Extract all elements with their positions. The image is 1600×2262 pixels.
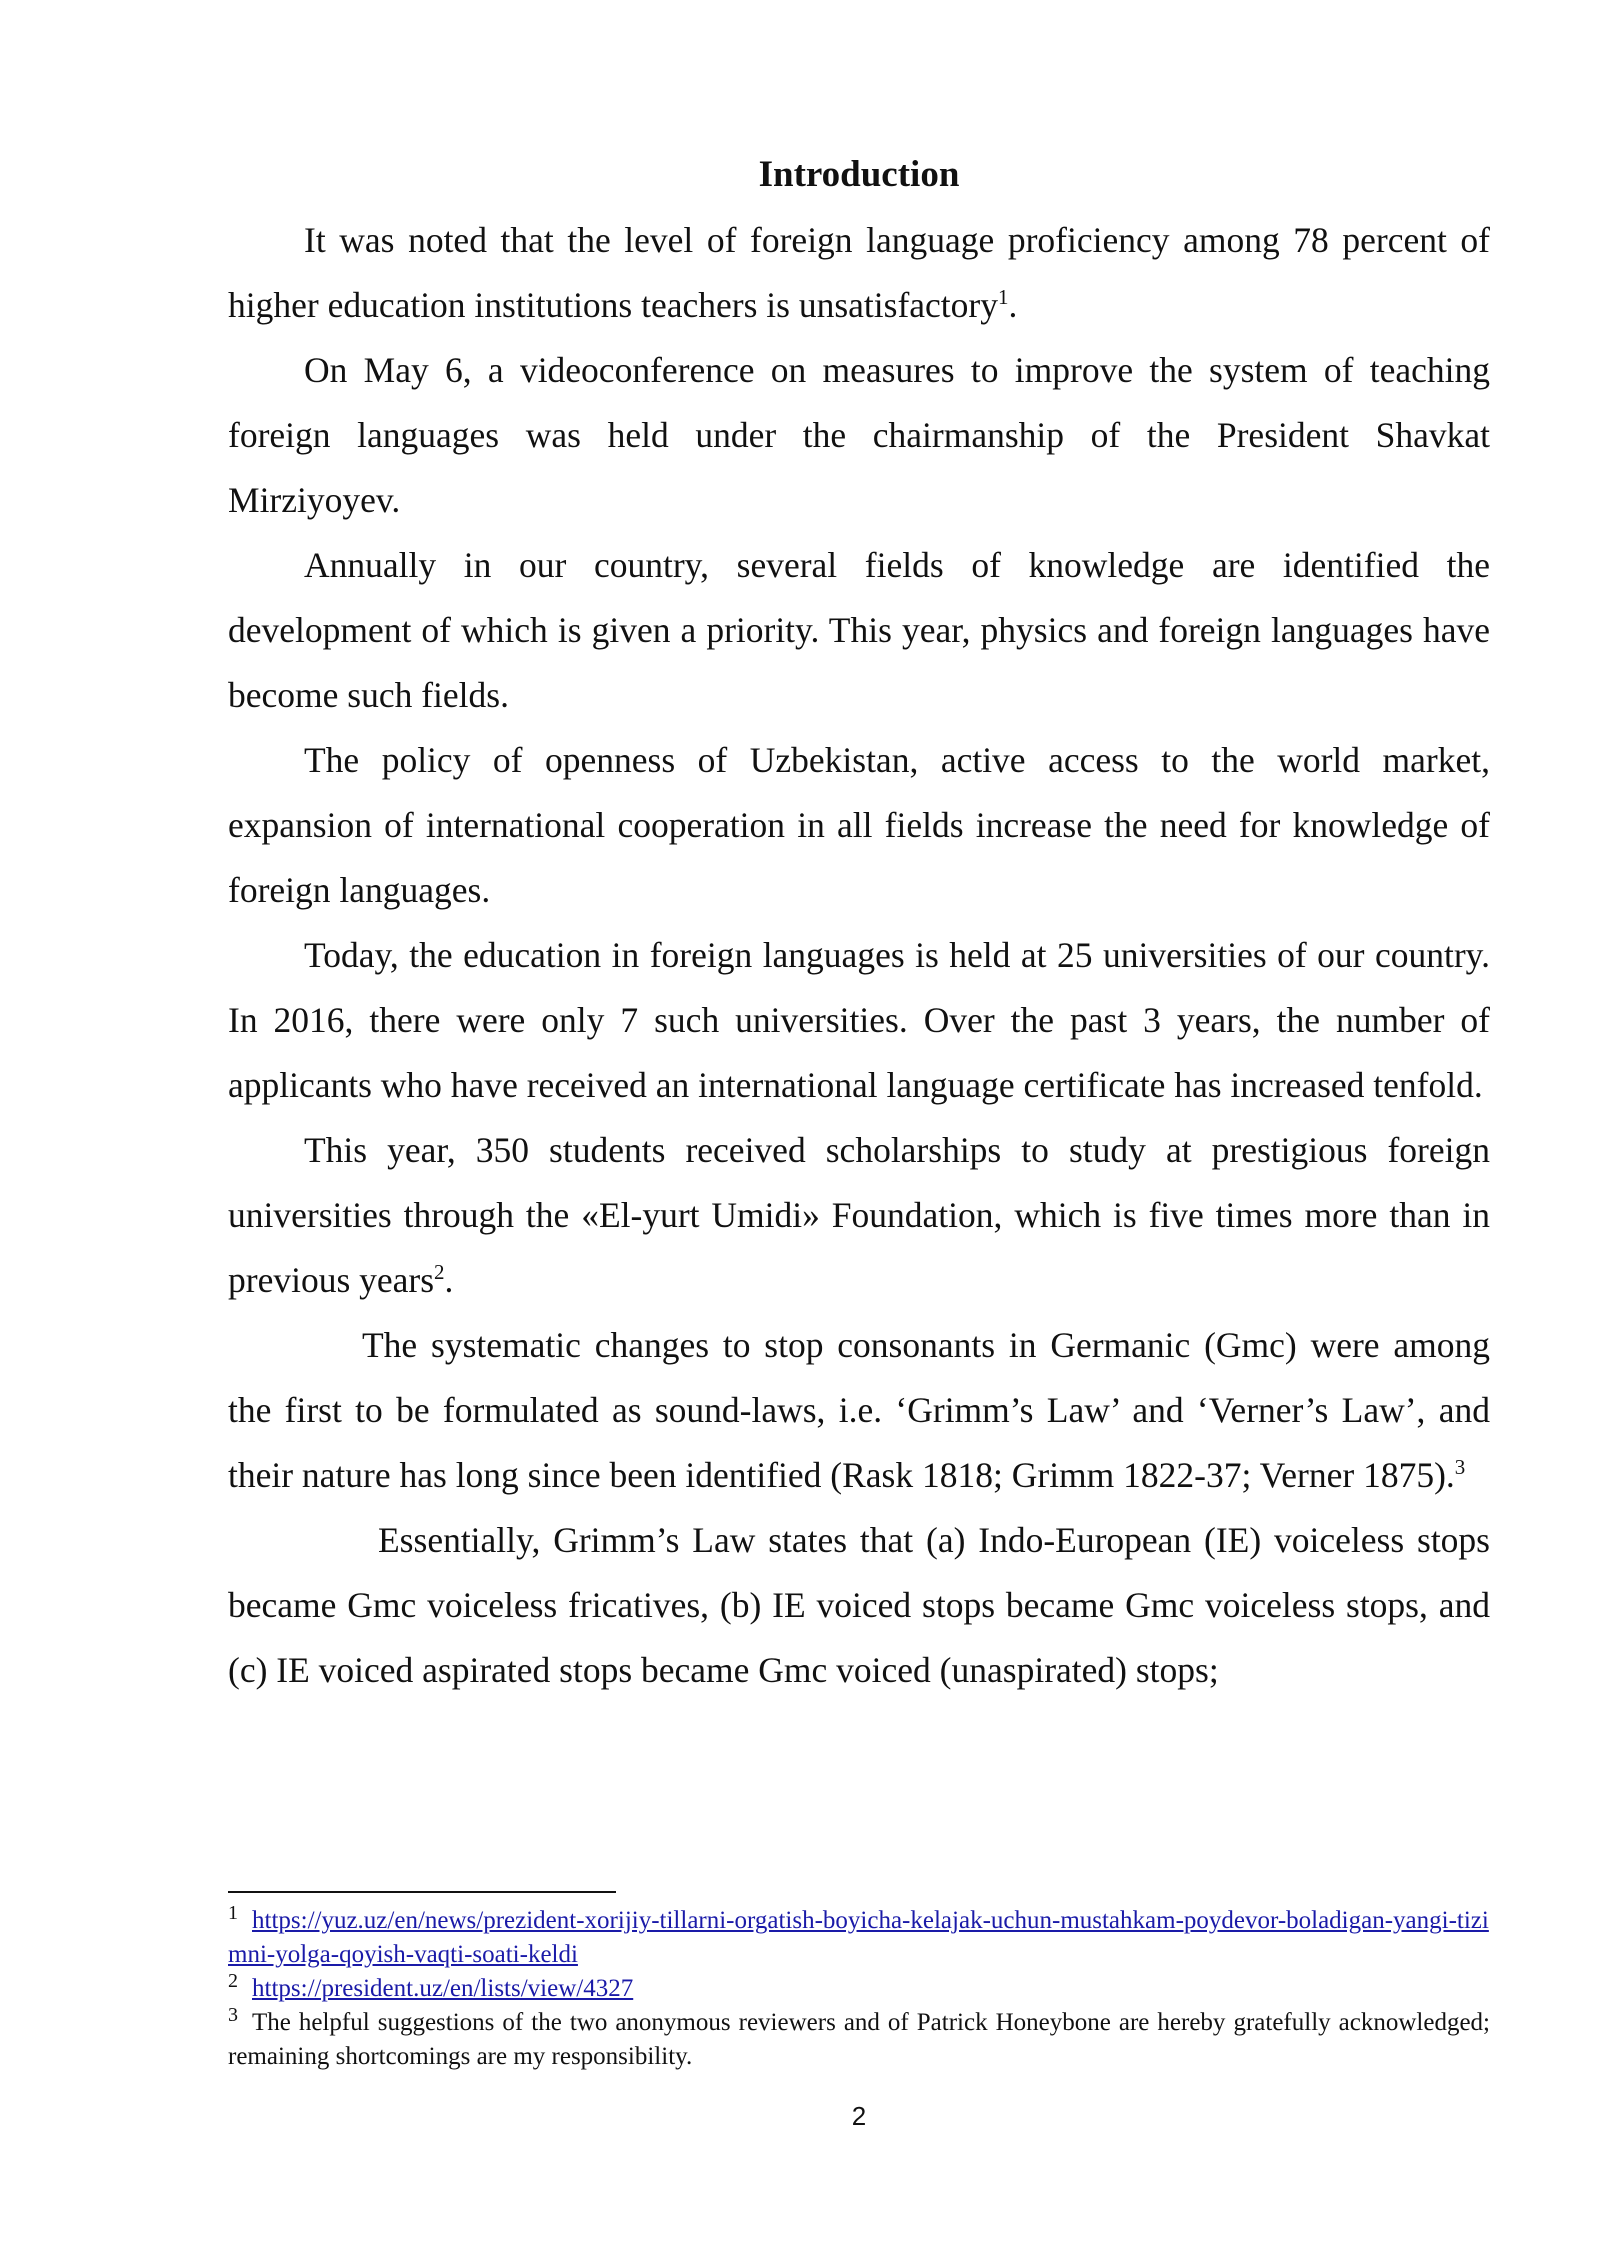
- footnote-separator: [228, 1891, 616, 1893]
- footnote-ref[interactable]: 3: [1454, 1455, 1466, 1480]
- footnotes: [228, 1901, 1490, 2074]
- paragraph: The systematic changes to stop consonants in Germanic (Gmc) were among the first to be formulated as sound-laws, i.e. ‘Grimm’s Law’ and ‘Verner’s Law’, and their nature has long since been identified (Rask 1818; Grimm 1822-37; Verner 1875).$^3$: [228, 1325, 1490, 1495]
- paragraph: Essentially, Grimm’s Law states that (a) Indo-European (IE) voiceless stops became Gmc voiceless fricatives, (b) IE voiced stops became Gmc voiceless stops, and (c) IE voiced aspirated stops became Gmc voiced (unaspirated) stops;: [228, 1520, 1490, 1690]
- paragraph: Annually in our country, several fields of knowledge are identified the development of which is given a priority. This year, physics and foreign languages have become such fields.: [228, 545, 1490, 715]
- paragraph: It was noted that the level of foreign language proficiency among 78 percent of higher education institutions teachers is unsatisfactory$^1$.: [228, 220, 1490, 325]
- page-number: 2: [851, 2101, 867, 2131]
- footnote-link[interactable]: https://yuz.uz/en/news/prezident-xorijiy-tillarni-orgatish-boyicha-kelajak-uchun-mustahkam-poydevor-boladigan-yangi-tizimni-yolga-qoyish-vaqti-soati-keldi: [228, 1907, 1489, 1968]
- paragraph: This year, 350 students received scholarships to study at prestigious foreign universities through the «El-yurt Umidi» Foundation, which is five times more than in previous years$^2$.: [228, 1130, 1490, 1300]
- paragraph: The policy of openness of Uzbekistan, active access to the world market, expansion of international cooperation in all fields increase the need for knowledge of foreign languages.: [228, 740, 1490, 910]
- footnote: [228, 2003, 1490, 2074]
- footnote-mark: 2: [228, 1969, 238, 1992]
- footnote-link[interactable]: https://president.uz/en/lists/view/4327: [252, 1975, 634, 2002]
- footnote-mark: 3: [228, 2003, 238, 2026]
- body-text: [228, 208, 1490, 1703]
- footnote: [228, 1901, 1490, 1972]
- section-heading: Introduction: [758, 154, 960, 195]
- footnote-text: The helpful suggestions of the two anonymous reviewers and of Patrick Honeybone are hereby gratefully acknowledged; remaining shortcomings are my responsibility.: [228, 2009, 1490, 2070]
- footnote: [228, 1969, 1490, 2006]
- paragraph: Today, the education in foreign languages is held at 25 universities of our country. In 2016, there were only 7 such universities. Over the past 3 years, the number of applicants who have received an international language certificate has increased tenfold.: [228, 935, 1490, 1105]
- footnote-mark: 1: [228, 1901, 238, 1924]
- footnote-ref[interactable]: 1: [997, 285, 1009, 310]
- footnote-ref[interactable]: 2: [434, 1260, 445, 1285]
- paragraph: On May 6, a videoconference on measures to improve the system of teaching foreign languages was held under the chairmanship of the President Shavkat Mirziyoyev.: [228, 350, 1490, 520]
